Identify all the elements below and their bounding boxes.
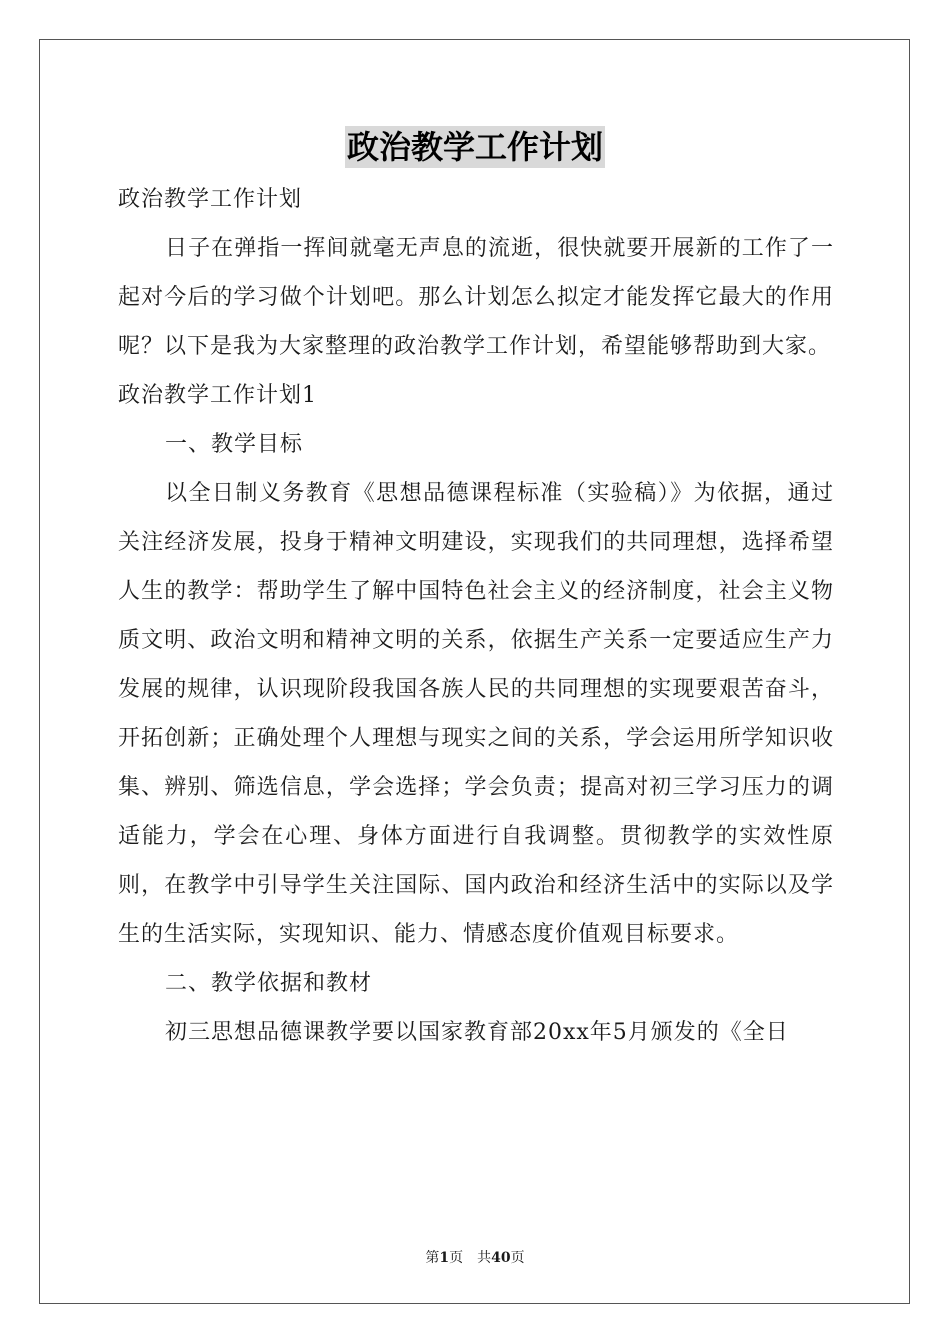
- section-heading-teaching-goals: 一、教学目标: [165, 432, 304, 457]
- title-container: [0, 126, 950, 168]
- document-title: 政治教学工作计划: [346, 128, 603, 166]
- page-label-suffix: 页: [449, 1250, 464, 1266]
- total-label-prefix: 共: [477, 1250, 492, 1266]
- section-heading-basis-materials: 二、教学依据和教材: [165, 971, 373, 996]
- paragraph-intro: 日子在弹指一挥间就毫无声息的流逝，很快就要开展新的工作了一起对今后的学习做个计划吧。那么计划怎么拟定才能发挥它最大的作用呢？以下是我为大家整理的政治教学工作计划，希望能够帮助到大家。: [118, 236, 834, 359]
- page-label-prefix: 第: [425, 1250, 440, 1266]
- document-body: [118, 175, 834, 1057]
- paragraph-teaching-goals: 以全日制义务教育《思想品德课程标准（实验稿）》为依据，通过关注经济发展，投身于精神文明建设，实现我们的共同理想，选择希望人生的教学：帮助学生了解中国特色社会主义的经济制度，社会主义物质文明、政治文明和精神文明的关系，依据生产关系一定要适应生产力发展的规律，认识现阶段我国各族人民的共同理想的实现要艰苦奋斗，开拓创新；正确处理个人理想与现实之间的关系，学会运用所学知识收集、辨别、筛选信息，学会选择；学会负责；提高对初三学习压力的调适能力，学会在心理、身体方面进行自我调整。贯彻教学的实效性原则，在教学中引导学生关注国际、国内政治和经济生活中的实际以及学生的生活实际，实现知识、能力、情感态度价值观目标要求。: [118, 481, 834, 947]
- page-number: 1: [439, 1250, 450, 1266]
- total-label-suffix: 页: [510, 1250, 525, 1266]
- paragraph-basis-materials: 初三思想品德课教学要以国家教育部20xx年5月颁发的《全日: [165, 1020, 789, 1045]
- page-footer: [0, 1247, 950, 1267]
- paragraph-subtitle: 政治教学工作计划: [118, 187, 303, 212]
- section-heading-plan-1: 政治教学工作计划1: [118, 383, 317, 408]
- total-pages: 40: [491, 1250, 511, 1266]
